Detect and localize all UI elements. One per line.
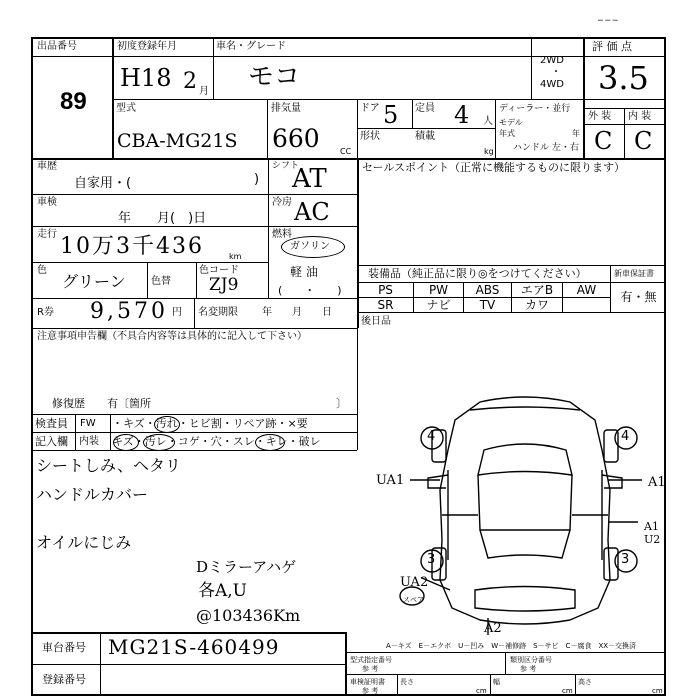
history-value: 自家用・( (74, 176, 132, 191)
equip-abs: ABS (475, 283, 500, 297)
circle-wear (255, 434, 285, 451)
inspection-value: 年 月( )日 (118, 211, 207, 226)
width-unit: cm (562, 687, 573, 695)
damage-a1: A1 (648, 475, 666, 490)
exterior-grade: C (594, 127, 613, 155)
model-value: CBA-MG21S (117, 130, 238, 152)
load-unit: kg (484, 147, 494, 156)
doors-label: ドア (360, 103, 380, 114)
chassis-value: MG21S-460499 (108, 635, 280, 659)
first-registration-label: 初度登録年月 (117, 41, 177, 52)
mileage-unit: km (229, 252, 242, 261)
year-unit: 年 (572, 129, 580, 138)
remark-3: オイルにじみ (36, 533, 132, 552)
damage-legend: A－キズ E－エクボ U－凹み W－補修跡 S－サビ C－腐食 XX－交換済 (386, 642, 637, 650)
equip-tv: TV (479, 298, 496, 312)
sales-point-label: セールスポイント（正常に機能するものに限ります） (362, 161, 626, 174)
damage-ua2: UA2 (400, 575, 429, 590)
inspector-line-2: キズ・汚レ・コゲ・穴・スレ・キレ・破レ (112, 435, 321, 448)
notes-label: 注意事項申告欄（不具合内容等は具体的に記入して下さい） (37, 331, 307, 342)
repair-history-label: 修復歴 有〔箇所 (52, 397, 151, 410)
year-label: 年式 (499, 129, 515, 138)
damage-ua1: UA1 (376, 473, 405, 488)
shift-label: シフト (272, 161, 300, 171)
car-name: モコ (248, 62, 301, 92)
first-registration-month: 2 (183, 69, 197, 94)
capacity-value: 4 (454, 101, 470, 129)
after-items-label: 後日品 (361, 316, 391, 327)
history-label: 車歴 (37, 161, 57, 172)
spare-label: スペア (403, 596, 424, 604)
model-label: 型式 (116, 103, 136, 114)
drive-dot: ・ (551, 67, 561, 78)
displacement-label: 排気量 (271, 103, 301, 114)
fuel-paren: ( ・ ) (278, 284, 342, 297)
category-label: 類別区分番号 (510, 656, 552, 664)
corner-mark: ━ ━ ━ (598, 16, 618, 25)
lot-number-label: 出品番号 (37, 41, 77, 52)
damage-a1-u2: A1 U2 (644, 520, 661, 546)
color-code-value: ZJ9 (209, 275, 239, 295)
load-label: 積載 (415, 131, 435, 142)
equip-sr: SR (377, 298, 394, 312)
handle-label: ハンドル 左・右 (513, 143, 579, 153)
equip-pw: PW (428, 283, 449, 297)
history-close: ) (254, 172, 260, 187)
first-registration-year: H18 (120, 64, 172, 92)
recycle-unit: 円 (172, 307, 182, 318)
equip-navi: ナビ (426, 298, 451, 312)
shift-value: AT (292, 164, 327, 194)
mileage-label: 走行 (37, 229, 57, 240)
tire-front-left: 4 (427, 429, 436, 444)
displacement-unit: CC (340, 147, 352, 156)
circle-stain (154, 416, 180, 433)
aircon-label: 冷房 (272, 197, 292, 208)
type-designation-label: 型式指定番号 (350, 656, 392, 664)
capacity-label: 定員 (415, 103, 435, 114)
equip-aw: AW (576, 283, 597, 297)
dealer-label: ディーラー・並行 (499, 104, 571, 114)
repair-history-close: 〕 (336, 397, 347, 410)
remark-4: Dミラーアハゲ (196, 558, 297, 576)
model-year-label: モデル (499, 118, 523, 127)
remark-6: @103436Km (196, 606, 301, 625)
drive-2wd: 2WD (540, 55, 564, 66)
chassis-label: 車台番号 (42, 641, 86, 654)
circle-scratch (113, 434, 139, 451)
cert-label: 車検証明書 (350, 678, 385, 686)
tire-rear-left: 3 (427, 552, 436, 567)
inspection-label: 車検 (37, 197, 57, 208)
mileage-value: 10万3千436 (60, 234, 204, 259)
length-label: 長さ (400, 678, 414, 686)
score-label: 評 価 点 (592, 40, 632, 53)
equip-leather: カワ (524, 298, 549, 312)
doors-value: 5 (383, 101, 399, 129)
equip-ps: PS (378, 283, 393, 297)
warranty-value: 有・無 (620, 290, 657, 304)
color-label: 色 (37, 265, 47, 276)
height-label: 高さ (578, 678, 592, 686)
remark-2: ハンドルカバー (36, 485, 149, 504)
cert-sub: 参 考 (362, 687, 379, 695)
fuel-label: 燃料 (272, 229, 292, 240)
color-value: グリーン (62, 272, 126, 291)
color-change-label: 色替 (151, 276, 171, 287)
color-code-label: 色コード (199, 265, 239, 276)
score-value: 3.5 (598, 59, 649, 97)
recycle-value: 9,570 (90, 299, 168, 324)
length-unit: cm (476, 687, 487, 695)
car-name-label: 車名・グレード (216, 41, 286, 52)
interior-grade: C (634, 127, 653, 155)
equipment-label: 装備品（純正品に限り◎をつけてください） (368, 267, 587, 280)
inspector-interior: 内装 (79, 436, 99, 447)
inspector-label-2: 記入欄 (35, 435, 68, 448)
warranty-label: 新車保証書 (614, 269, 654, 278)
interior-label: 内 装 (628, 111, 652, 122)
displacement-value: 660 (272, 124, 320, 153)
fuel-diesel: 軽 油 (290, 265, 318, 279)
aircon-value: AC (294, 198, 330, 226)
inspector-label-1: 検査員 (35, 417, 68, 430)
name-change-value: 年 月 日 (262, 307, 332, 318)
remark-5: 各A,U (198, 581, 248, 601)
name-change-label: 名変期限 (198, 307, 238, 318)
tire-front-right: 4 (621, 429, 630, 444)
category-sub: 参 考 (520, 665, 537, 673)
damage-a2: A2 (484, 621, 502, 636)
lot-number: 89 (60, 88, 87, 115)
height-unit: cm (652, 687, 663, 695)
capacity-unit: 人 (483, 116, 493, 127)
fuel-gasoline: ガソリン (290, 241, 330, 252)
registration-label: 登録番号 (42, 673, 86, 686)
equip-airbag: エアB (520, 283, 554, 297)
tire-rear-right: 3 (621, 552, 630, 567)
circle-dirt (143, 434, 175, 451)
drive-4wd: 4WD (540, 79, 564, 90)
exterior-label: 外 装 (588, 111, 612, 122)
width-label: 幅 (493, 678, 500, 686)
month-unit: 月 (199, 86, 209, 97)
type-designation-sub: 参 考 (362, 665, 379, 673)
remark-1: シートしみ、ヘタリ (36, 456, 181, 475)
inspector-line-1: ・キズ・汚れ・ヒビ割・リペア跡・×要 (112, 417, 308, 430)
shape-label: 形状 (360, 131, 380, 142)
recycle-label: R券 (37, 307, 54, 318)
inspector-fw: FW (80, 418, 96, 429)
